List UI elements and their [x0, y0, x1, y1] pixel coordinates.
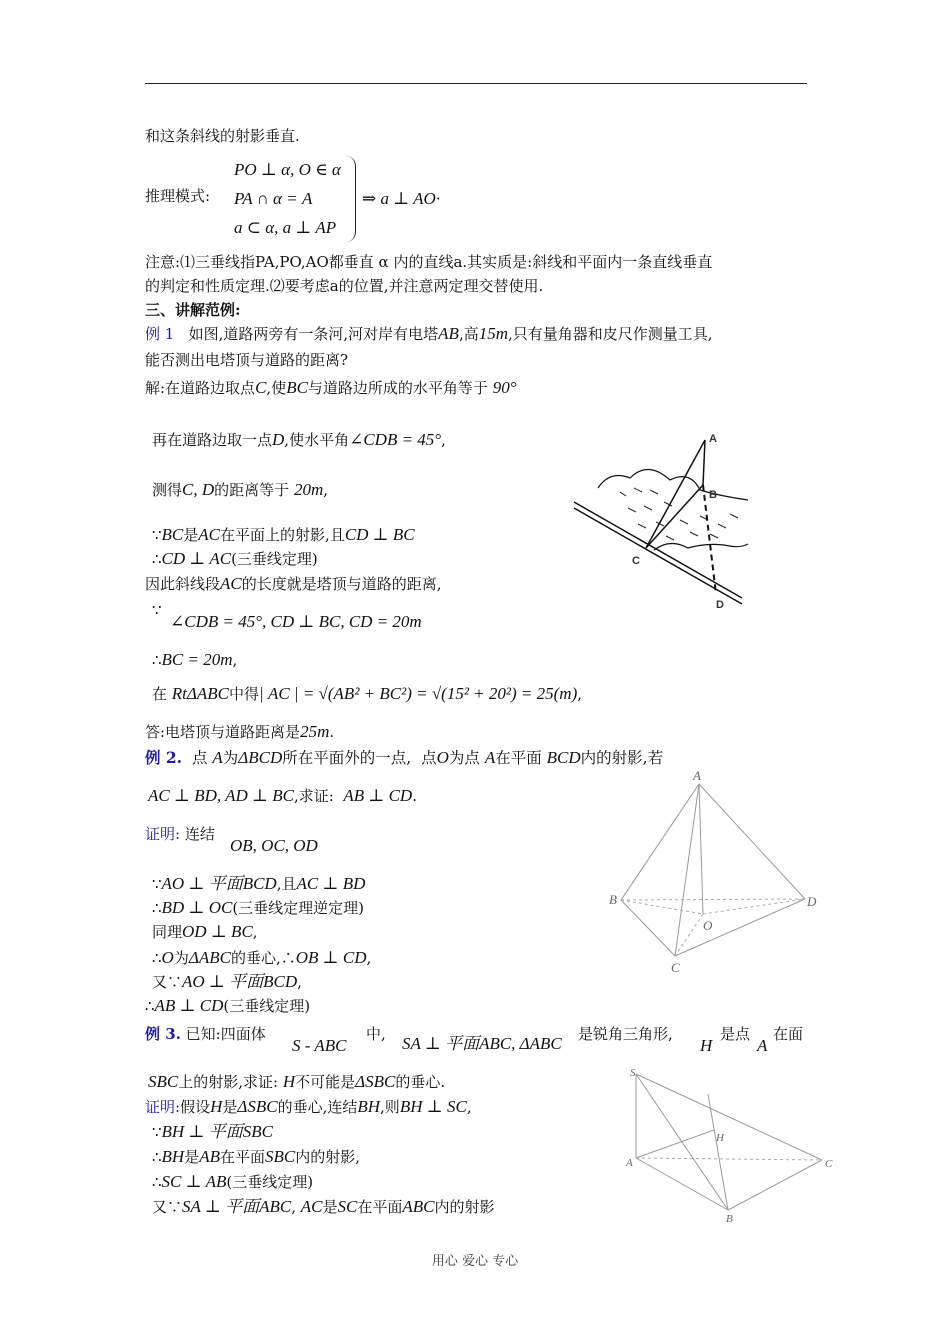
- ex3-fig-label-b: B: [726, 1213, 733, 1225]
- ex2-q-plane: BCD: [546, 748, 581, 767]
- ex2-p5-text-c: 的垂心,∴: [230, 949, 296, 967]
- ex2-edge-od: [703, 899, 805, 914]
- ex3-p1-bh: BH: [357, 1097, 381, 1116]
- ex2-q-g: 内的射影,若: [580, 749, 664, 767]
- ex1-s2-d: D: [272, 430, 285, 449]
- ex1-s9-text-a: 在: [152, 685, 168, 703]
- ex2-proof-line-1: [145, 824, 215, 844]
- ex2-q-triangle: ΔBCD: [238, 748, 283, 767]
- intro-text: 和这条斜线的射影垂直.: [145, 127, 300, 145]
- ex3-question-line-1: [145, 1024, 266, 1044]
- ex1-fig-label-d: D: [716, 599, 724, 610]
- ex2-question-line-2: AC ⊥ BD, AD ⊥ BC,求证: AB ⊥ CD.: [148, 786, 417, 805]
- ex3-fig-label-a: A: [626, 1157, 633, 1169]
- ex2-edge-ac: [675, 784, 699, 956]
- ex1-s1-text-b: ,使: [266, 379, 287, 397]
- ex3-p5-sc: SC: [337, 1197, 358, 1216]
- ex1-s5-theorem: (三垂线定理): [231, 550, 318, 568]
- ex2-q-b: 为: [222, 749, 239, 767]
- ex3-q2-b: 不可能是: [295, 1073, 356, 1091]
- ex1-s6-ac: AC: [220, 574, 242, 593]
- ex2-p5-therefore: ∴: [152, 949, 162, 967]
- ex2-figure: [605, 768, 825, 978]
- ex3-q-a: 已知:四面体: [185, 1025, 266, 1043]
- reasoning-conclusion: ⇒ a ⊥ AO·: [362, 189, 441, 208]
- ex3-p1-d: ,则: [380, 1098, 400, 1116]
- ex3-proof-label: 证明:: [145, 1098, 181, 1116]
- ex1-s4-text-b: 是: [183, 526, 199, 544]
- ex2-fig-label-d: D: [807, 894, 817, 909]
- ex2-q2-condition: AC ⊥ BD, AD ⊥ BC: [148, 786, 294, 805]
- ex3-edge-ac: [636, 1158, 822, 1160]
- ex2-edge-ao: [699, 784, 703, 914]
- section-title: 三、讲解范例:: [145, 301, 241, 319]
- ex1-river-bank-near: [654, 543, 748, 550]
- ex2-p1-segments: OB, OC, OD: [230, 836, 318, 855]
- ex3-p1-c: 的垂心,连结: [277, 1098, 358, 1116]
- ex1-q-text-a: 如图,道路两旁有一条河,河对岸有电塔: [188, 325, 439, 343]
- ex1-s8-therefore: ∴: [152, 651, 162, 669]
- ex2-p3-therefore: ∴: [152, 899, 162, 917]
- ex3-proof-line-4: [152, 1172, 313, 1192]
- ex3-edge-sc: [636, 1074, 822, 1160]
- page-footer: 用心 爱心 专心: [431, 1254, 519, 1269]
- ex2-q2-goal: AB ⊥ CD: [343, 786, 413, 805]
- ex2-proof-line-4: 同理OD ⊥ BC,: [152, 922, 258, 941]
- ex1-s2-angle: ∠CDB = 45°: [349, 430, 442, 449]
- ex1-road-edge-1: [574, 502, 742, 598]
- ex3-proof-line-1: 证明:假设H是ΔSBC的垂心,连结BH,则BH ⊥ SC,: [145, 1097, 472, 1116]
- ex3-p1-triangle: ΔSBC: [237, 1097, 278, 1116]
- ex3-fig-label-c: C: [825, 1158, 833, 1170]
- ex3-p3-d: 内的射影,: [295, 1148, 361, 1166]
- ex3-p1-a: 假设: [180, 1098, 211, 1116]
- note-line-1: 注意:⑴三垂线指PA,PO,AO都垂直 α 内的直线a.其实质是:斜线和平面内一条直线垂直: [145, 253, 713, 271]
- ex3-p4-eq: SC ⊥ AB: [161, 1172, 227, 1191]
- ex3-p3-therefore: ∴: [152, 1148, 162, 1166]
- ex2-p7-therefore: ∴: [145, 997, 155, 1015]
- note-line-2: 的判定和性质定理.⑵要考虑a的位置,并注意两定理交替使用.: [145, 277, 544, 295]
- ex1-answer-value: 25m: [300, 722, 330, 741]
- ex1-step-9: 在 RtΔABC中得| AC | = √(AB² + BC²) = √(15² + 20²) = 25(m),: [152, 684, 583, 703]
- ex3-p5-a: 又∵: [152, 1198, 183, 1216]
- ex3-p3-plane: SBC: [265, 1147, 296, 1166]
- ex1-s1-text-a: 解:在道路边取点: [145, 379, 256, 397]
- ex2-proof-line-2: [152, 874, 365, 894]
- ex1-s1-c: C: [255, 378, 267, 397]
- ex1-step-8: ∴BC = 20m,: [152, 650, 238, 669]
- ex1-s2-text-b: ,使水平角: [284, 431, 350, 449]
- ex2-p4-text: 同理: [152, 923, 183, 941]
- ex1-s5-therefore: ∴: [152, 550, 162, 568]
- ex2-p5-eq: OB ⊥ CD: [295, 948, 367, 967]
- ex3-q-h: H: [700, 1036, 713, 1055]
- ex3-p2-because: ∵: [152, 1123, 162, 1141]
- ex2-q-e: 为点: [448, 749, 480, 767]
- ex1-s5-perp: CD ⊥ AC: [161, 549, 232, 568]
- ex3-proof-line-2: [152, 1122, 273, 1142]
- reasoning-premise-3: a ⊂ α, a ⊥ AP: [234, 218, 337, 237]
- ex1-q-ab: AB: [438, 324, 459, 343]
- ex2-fig-label-b: B: [609, 892, 617, 907]
- ex2-q-c: 所在平面外的一点,: [282, 749, 412, 767]
- ex3-q-d: 是点: [720, 1025, 751, 1043]
- ex3-edge-ah: [636, 1130, 714, 1158]
- ex1-figure: [570, 430, 750, 610]
- ex3-p1-h: H: [210, 1097, 223, 1116]
- ex1-fig-label-b: B: [709, 489, 717, 501]
- ex3-proof-line-3: [152, 1147, 360, 1167]
- ex2-proof-line-7: [145, 996, 310, 1016]
- ex3-p3-bh: BH: [161, 1147, 185, 1166]
- ex1-step-4: [152, 525, 415, 545]
- ex3-q2-c: 的垂心.: [395, 1073, 446, 1091]
- ex1-s9-text-b: 中得: [229, 685, 260, 703]
- ex3-p3-c: 在平面: [220, 1148, 266, 1166]
- ex1-s1-text-d: 与道路边所成的水平角等于: [307, 379, 488, 397]
- ex2-proof-line-3: [152, 898, 364, 918]
- ex3-q2-h: H: [282, 1072, 296, 1091]
- ex1-fig-label-c: C: [632, 555, 640, 567]
- ex3-p4-therefore: ∴: [152, 1173, 162, 1191]
- header-rule: [145, 83, 807, 84]
- ex1-s4-perp: CD ⊥ BC: [344, 525, 415, 544]
- ex2-edge-ad: [699, 784, 805, 899]
- ex2-q2-text: ,求证:: [293, 787, 334, 805]
- ex1-answer-text: 答:电塔顶与道路距离是: [145, 723, 301, 741]
- ex2-edge-ab: [621, 784, 699, 900]
- ex2-edge-bo: [621, 900, 703, 914]
- ex3-q-eq: SA ⊥ 平面ABC, ΔABC: [402, 1034, 562, 1053]
- ex1-step-5: [152, 549, 318, 569]
- ex2-p4-eq: OD ⊥ BC: [182, 922, 253, 941]
- ex3-q-e: 在面: [773, 1025, 804, 1043]
- ex2-p5-o: O: [161, 948, 174, 967]
- ex2-p3-theorem: (三垂线定理逆定理): [232, 899, 365, 917]
- intro-line: [145, 126, 300, 146]
- ex1-s9-eq: | AC | = √(AB² + BC²) = √(15² + 20²) = 25(m): [259, 684, 578, 703]
- ex1-water-dashes: [620, 488, 738, 540]
- ex3-label: 例 3.: [145, 1025, 181, 1043]
- ex1-road-edge-2: [574, 508, 742, 604]
- ex2-edge-bd: [621, 899, 805, 900]
- ex3-q-b: 中,: [366, 1025, 386, 1043]
- ex2-q-point-o: O: [436, 748, 449, 767]
- ex3-q-c: 是锐角三角形,: [578, 1025, 673, 1043]
- ex2-p2-because: ∵: [152, 875, 162, 893]
- ex1-s2-text-a: 再在道路边取一点: [152, 431, 273, 449]
- ex1-step-3: 测得C, D的距离等于 20m,: [152, 480, 328, 499]
- ex3-figure: [622, 1062, 844, 1226]
- ex3-p5-eq: SA ⊥ 平面ABC: [182, 1197, 292, 1216]
- ex1-s8-eq: BC = 20m: [161, 650, 233, 669]
- ex3-p5-c: 是: [322, 1198, 338, 1216]
- ex2-p5-text-b: 为: [173, 949, 189, 967]
- reasoning-premise-2: PA ∩ α = A: [234, 189, 313, 208]
- ex1-answer: 答:电塔顶与道路距离是25m.: [145, 722, 335, 741]
- ex2-p5-triangle: ΔABC: [188, 948, 231, 967]
- ex1-step-2: 再在道路边取一点D,使水平角∠CDB = 45°,: [152, 430, 446, 449]
- ex2-proof-line-5: ∴O为ΔABC的垂心,∴OB ⊥ CD,: [152, 948, 372, 967]
- ex1-step-1: [145, 378, 517, 398]
- ex3-fig-label-h: H: [716, 1132, 724, 1144]
- ex1-s6-text-a: 因此斜线段: [145, 575, 221, 593]
- ex1-s4-ac: AC: [198, 525, 221, 544]
- ex1-tower-ab: [703, 440, 705, 485]
- ex3-p5-e: 内的射影: [434, 1198, 495, 1216]
- ex3-p1-eq: BH ⊥ SC: [399, 1097, 467, 1116]
- ex3-fig-label-s: S: [630, 1067, 636, 1079]
- ex1-s4-text-c: 在平面上的射影,且: [220, 526, 345, 544]
- ex3-p5-abc: ABC: [402, 1197, 435, 1216]
- ex3-p3-ab: AB: [199, 1147, 221, 1166]
- ex3-q-a-point: A: [757, 1036, 768, 1055]
- ex1-s3-text-a: 测得: [152, 481, 183, 499]
- ex2-edge-cd: [675, 899, 805, 956]
- ex1-label: 例 1: [145, 325, 175, 343]
- ex1-s3-cd: C, D: [182, 480, 215, 499]
- ex3-p5-b: ,: [291, 1198, 296, 1216]
- ex2-p7-theorem: (三垂线定理): [223, 997, 311, 1015]
- ex3-p4-theorem: (三垂线定理): [226, 1173, 314, 1191]
- ex3-edge-bc: [728, 1160, 822, 1210]
- reasoning-brace: [345, 156, 356, 242]
- ex2-q-f: 在平面: [495, 749, 542, 767]
- ex3-q2-a: 上的射影,求证:: [178, 1073, 279, 1091]
- ex2-edge-bc: [621, 900, 675, 956]
- ex3-p5-ac: AC: [300, 1197, 323, 1216]
- ex3-q2-triangle: ΔSBC: [355, 1072, 396, 1091]
- reasoning-label: 推理模式:: [145, 187, 211, 205]
- ex1-question-line-1: [145, 324, 713, 344]
- ex1-question-line-2: 能否测出电塔顶与道路的距离?: [145, 351, 349, 369]
- ex2-fig-label-o: O: [703, 918, 713, 933]
- ex2-p6-eq: AO ⊥ 平面BCD: [182, 972, 298, 991]
- ex1-s9-triangle: RtΔABC: [171, 684, 229, 703]
- ex1-s1-angle: 90°: [492, 378, 517, 397]
- ex3-p5-d: 在平面: [357, 1198, 403, 1216]
- ex2-fig-label-c: C: [671, 960, 680, 975]
- ex2-p3-eq: BD ⊥ OC: [161, 898, 233, 917]
- ex1-fig-label-a: A: [709, 433, 717, 445]
- ex1-s3-distance: 20m: [293, 480, 324, 499]
- ex1-s4-bc: BC: [161, 525, 184, 544]
- ex1-segment-ac: [646, 440, 705, 548]
- ex2-fig-label-a: A: [693, 768, 701, 783]
- ex1-step-7-eq: ∠CDB = 45°, CD ⊥ BC, CD = 20m: [170, 612, 422, 631]
- ex2-q-point-a: A: [212, 748, 223, 767]
- ex1-q-text-b: ,高: [458, 325, 479, 343]
- ex1-step-6: [145, 574, 442, 594]
- ex2-q-point-a2: A: [484, 748, 496, 767]
- ex2-p1-text: 连结: [184, 825, 215, 843]
- ex2-p2-eq2: AC ⊥ BD: [296, 874, 366, 893]
- reasoning-premise-1: PO ⊥ α, O ∈ α: [234, 160, 341, 179]
- ex3-q2-plane: SBC: [148, 1072, 179, 1091]
- ex3-q-tetrahedron: S - ABC: [292, 1036, 347, 1055]
- ex1-s6-text-b: 的长度就是塔顶与道路的距离,: [241, 575, 442, 593]
- ex3-question-line-2: [148, 1072, 445, 1092]
- ex1-s3-text-b: 的距离等于: [214, 481, 290, 499]
- ex2-p7-eq: AB ⊥ CD: [154, 996, 224, 1015]
- ex3-proof-line-5: [152, 1197, 494, 1217]
- ex2-q-d: 点: [421, 749, 437, 767]
- ex2-question-line-1: [145, 748, 663, 768]
- ex1-q-height: 15m: [478, 324, 509, 343]
- ex1-q-text-c: ,只有量角器和皮尺作测量工具,: [508, 325, 713, 343]
- ex2-proof-label: 证明:: [145, 825, 181, 843]
- ex3-edge-ab: [636, 1158, 728, 1210]
- ex3-p1-b: 是: [222, 1098, 238, 1116]
- ex2-q-a: 点: [191, 749, 208, 767]
- ex3-p2-eq: BH ⊥ 平面SBC: [161, 1122, 273, 1141]
- ex2-proof-line-6: 又∵AO ⊥ 平面BCD,: [152, 972, 302, 991]
- ex2-label: 例 2.: [145, 748, 183, 767]
- ex2-p2-eq: AO ⊥ 平面BCD: [161, 874, 277, 893]
- ex2-p2-text: ,且: [276, 875, 297, 893]
- ex1-s1-bc: BC: [286, 378, 308, 397]
- ex2-p6-text: 又∵: [152, 973, 183, 991]
- ex1-step-7-because: ∵: [152, 601, 162, 619]
- ex3-p3-b: 是: [184, 1148, 200, 1166]
- ex1-s4-because: ∵: [152, 526, 162, 544]
- ex1-river-bank-far: [598, 469, 748, 500]
